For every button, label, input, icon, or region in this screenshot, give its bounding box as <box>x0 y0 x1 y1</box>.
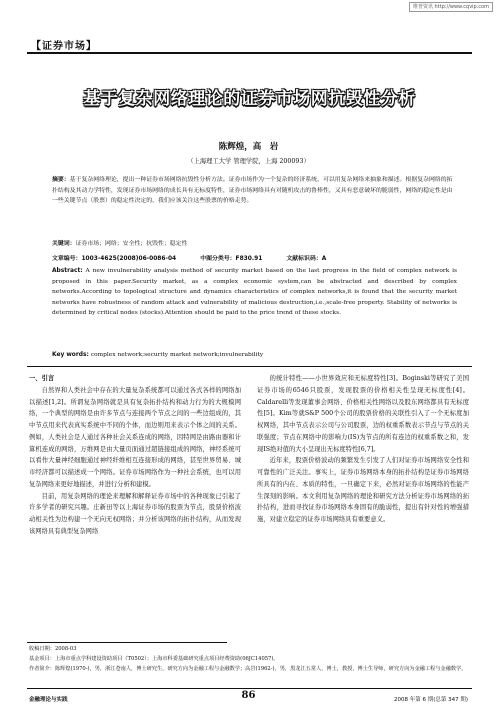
footnote-fund: 基金项目：上海市重点学科建设资助项目（T0502）；上海市科委基础研究重点项目经费资助(06JC14057)。 <box>29 656 279 662</box>
footnote-received: 收稿日期：2008-03 <box>29 646 77 652</box>
keywords-en-text: complex network;security market network;invulnerability <box>90 352 264 358</box>
keywords-en <box>52 350 457 361</box>
keywords-cn <box>52 239 457 250</box>
clc-number: 中图分类号：F830.91 <box>200 256 263 262</box>
section-heading-intro: 一、引言 <box>29 375 55 382</box>
doc-code: 文献标识码：A <box>286 256 327 262</box>
authors: 陈辉煌，高 岩 <box>218 142 279 152</box>
abstract-en-text: A new invulnerability analysis method of security market based on the last progress in the field of complex network is proposed in this paper.Security market, as a complex economic system,can be abstracted and described by complex networks.According to topological structure and dynamics characteristics of complex networks,it is found that the security market networks have robustness of random attack and vulnerability of malicious destruction,i.e.,scale-free property. Stability of networks is determined by critical nodes (stocks).Attention should be paid to the price trend of these stocks. <box>52 268 458 317</box>
doc-info <box>52 254 457 264</box>
issue-info: 2008 年第 6 期(总第 347 期) <box>393 697 468 703</box>
footer-rule <box>27 688 472 689</box>
page-number: 86 <box>241 690 256 701</box>
section-tag: 【证券市场】 <box>31 41 97 52</box>
keywords-en-label: Key words: <box>52 352 89 358</box>
abstract-cn-text: 基于复杂网络理论，提出一种证券市场网络抗毁性分析方法。证券市场作为一个复杂的经济系统，可以用复杂网络来抽象和描述。根据复杂网络的拓扑结构及其动力学特性，发现证券市场网络的成长具有无标度特性，证券市场网络具有对随机攻击的鲁棒性，又具有恶意破坏的脆弱性，网络的稳定性是由一些关键节点（股票）的稳定性决定的，我们应该关注这些股票的价格走势。 <box>52 177 453 205</box>
body-paragraph: 自然界和人类社会中存在的大量复杂系统都可以通过各式各样的网络加以描述[1,2]。所谓复杂网络就是具有复杂拓扑结构和动力行为的大规模网络，一个典型的网络是由许多节点与连接两个节点之间的一些边组成的，其中节点用来代表真实系统中不同的个体，而边则用来表示个体之间的关系。例如，人类社会是人通过各种社会关系连成的网络，因特网是由路由器和计算机连成的网络，万维网是由大量页面通过超链接组成的网络，神经系统可以看作大量神经细胞通过神经纤维相互连接形成的网络，甚至世界贸易、城市经济都可以描述成一个网络。证券市场网络作为一种社会系统，也可以用复杂网络来更好地描述，并进行分析和建模。 <box>29 386 241 488</box>
keywords-cn-label: 关键词： <box>52 241 76 247</box>
abstract-cn <box>52 175 457 207</box>
paper-title: 基于复杂网络理论的证券市场网抗毁性分析 <box>83 89 416 109</box>
abstract-en-label: Abstract: <box>52 268 83 274</box>
footnote-rule <box>27 642 227 643</box>
body-paragraph: 目前，用复杂网络的理论来理解和解释证券市场中的各种现象已引起了许多学者的研究兴趣。庄新田等以上海证券市场的股票为节点，股票价格波动相关性为边构建一个无向无权网络；并分析该网络的拓扑结构，从而发现该网络具有典型复杂网络 <box>29 492 241 535</box>
header-rule <box>27 52 472 54</box>
watermark: 维普资讯 http://www.cqvip.com <box>409 2 493 12</box>
journal-name: 金融理论与实践 <box>29 697 68 703</box>
abstract-en <box>52 266 457 319</box>
left-column <box>29 373 241 538</box>
abstract-cn-label: 摘要： <box>52 177 70 183</box>
article-number: 文章编号：1003-4625(2008)06-0086-04 <box>52 256 177 262</box>
abstract-rule <box>27 366 472 367</box>
right-column <box>257 373 469 526</box>
affiliation: （上海理工大学 管理学院，上海 200093） <box>187 158 310 165</box>
body-paragraph: 的统计特性——小世界效应和无标度特性[3]。Boginski等研究了美国证券市场的6546只股票，发现股票的价格相关性呈现无标度性[4]。Caldarelli等发现董事会网络、价格相关性网络以及股东网络都具有无标度性[5]。Kim等就S&P 500个公司的股票价格的关联性引入了一个无标度加权网络，其中节点表示公司与公司股票，边的权重系数表示节点与节点的关联强度；节点在网络中的影响力(IS)为节点的所有连边的权重系数之和，发现IS绝对值的大小呈现出无标度特性[6,7]。 <box>257 375 469 453</box>
body-paragraph: 近年来，股票价格波动的频繁发生引发了人们对证券市场网络安全性和可靠性的广泛关注。事实上，证券市场网络本身的拓扑结构是证券市场网络所具有的内在、本质的特性，一旦确定下来，必然对证券市场网络的性能产生深刻的影响。本文利用复杂网络的理论和研究方法分析证券市场网络的拓扑结构，进而寻找证券市场网络本身固有的脆弱性，提出有针对性的增强措施，对建立稳定的证券市场网络具有重要意义。 <box>257 457 469 523</box>
footnote-author: 作者简介：陈辉煌(1970-)，男，浙江苍南人，博士研究生，研究方向为金融工程与金融数学；高岩(1962-)，男，黑龙江五常人，博士，教授，博士生导师，研究方向为金融工程与金融数学。 <box>29 666 467 672</box>
keywords-cn-text: 证券市场；网络；安全性；抗毁性；稳定性 <box>75 241 188 247</box>
